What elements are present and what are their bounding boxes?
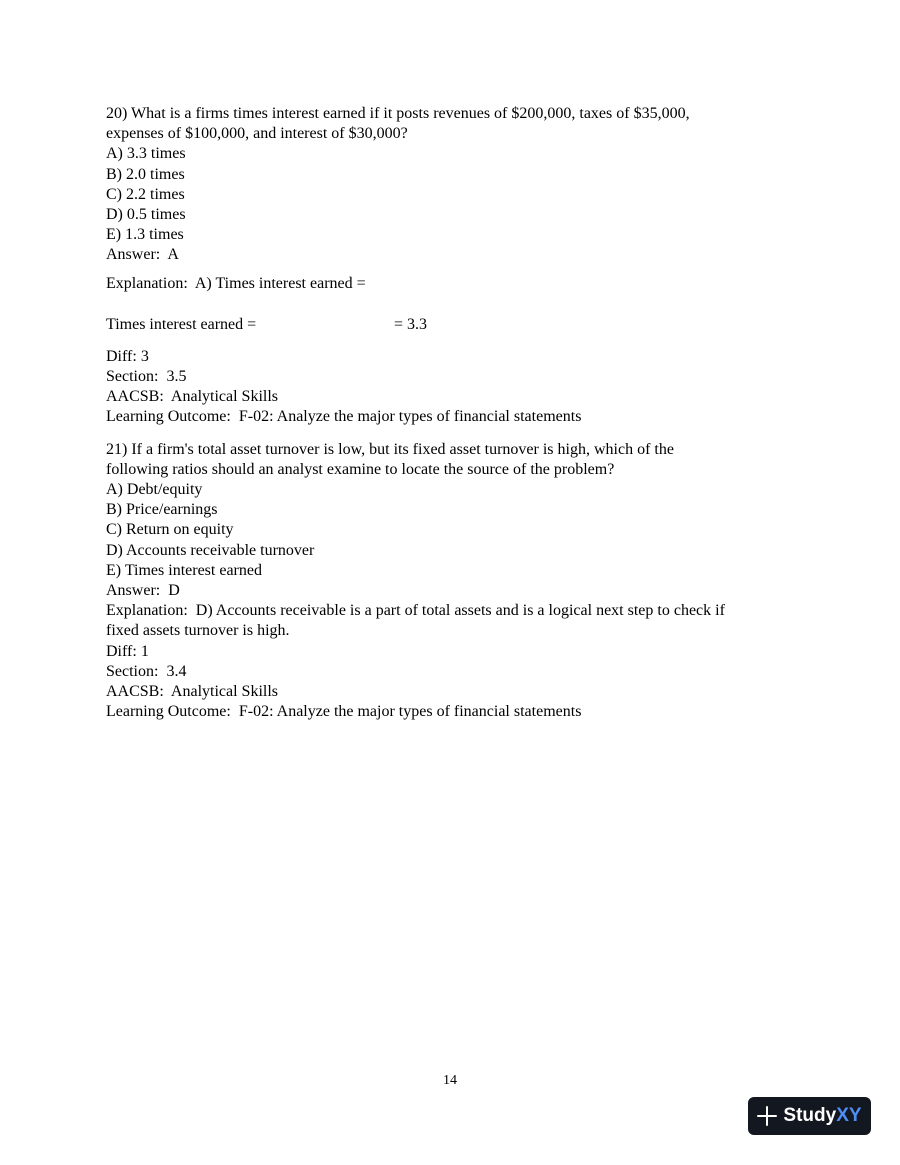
question-stem-line: following ratios should an analyst examine to locate the source of the problem?: [106, 460, 615, 478]
formula-line: [106, 315, 806, 335]
answer-line: Answer: D: [106, 582, 180, 600]
learning-outcome-line: Learning Outcome: F-02: Analyze the major types of financial statements: [106, 703, 582, 721]
option-b: B) Price/earnings: [106, 501, 218, 519]
question-stem-line: 20) What is a firms times interest earned if it posts revenues of $200,000, taxes of $35,000,: [106, 105, 690, 122]
section-line: Section: 3.5: [106, 368, 187, 386]
formula-left: Times interest earned =: [106, 315, 257, 333]
option-e: E) 1.3 times: [106, 226, 184, 244]
diff-line: Diff: 1: [106, 642, 149, 660]
option-c: C) 2.2 times: [106, 185, 185, 203]
explanation-line: Explanation: A) Times interest earned =: [106, 274, 366, 292]
aacsb-line: AACSB: Analytical Skills: [106, 388, 279, 406]
learning-outcome-line: Learning Outcome: F-02: Analyze the major types of financial statements: [106, 408, 582, 426]
option-a: A) Debt/equity: [106, 481, 203, 499]
option-d: D) 0.5 times: [106, 206, 186, 224]
document-page: [106, 104, 806, 722]
studyxy-badge[interactable]: [748, 1097, 871, 1135]
question-stem-line: expenses of $100,000, and interest of $30,000?: [106, 125, 408, 143]
badge-label: [783, 1105, 861, 1127]
option-b: B) 2.0 times: [106, 165, 185, 183]
formula-result: = 3.3: [394, 315, 428, 333]
option-d: D) Accounts receivable turnover: [106, 541, 315, 559]
answer-line: Answer: A: [106, 246, 179, 264]
page-number: 14: [443, 1073, 457, 1088]
plus-icon: [757, 1106, 777, 1126]
explanation-line: Explanation: D) Accounts receivable is a part of total assets and is a logical next step to check if: [106, 602, 725, 620]
explanation-line: fixed assets turnover is high.: [106, 622, 290, 640]
section-line: Section: 3.4: [106, 662, 187, 680]
badge-text-xy: XY: [836, 1105, 862, 1126]
aacsb-line: AACSB: Analytical Skills: [106, 683, 279, 701]
option-e: E) Times interest earned: [106, 561, 262, 579]
diff-line: Diff: 3: [106, 347, 149, 365]
option-c: C) Return on equity: [106, 521, 234, 539]
option-a: A) 3.3 times: [106, 145, 186, 163]
question-21: [106, 440, 806, 723]
question-20: [106, 104, 806, 428]
badge-text-study: Study: [783, 1105, 837, 1126]
question-stem-line: 21) If a firm's total asset turnover is low, but its fixed asset turnover is high, which of the: [106, 440, 674, 458]
